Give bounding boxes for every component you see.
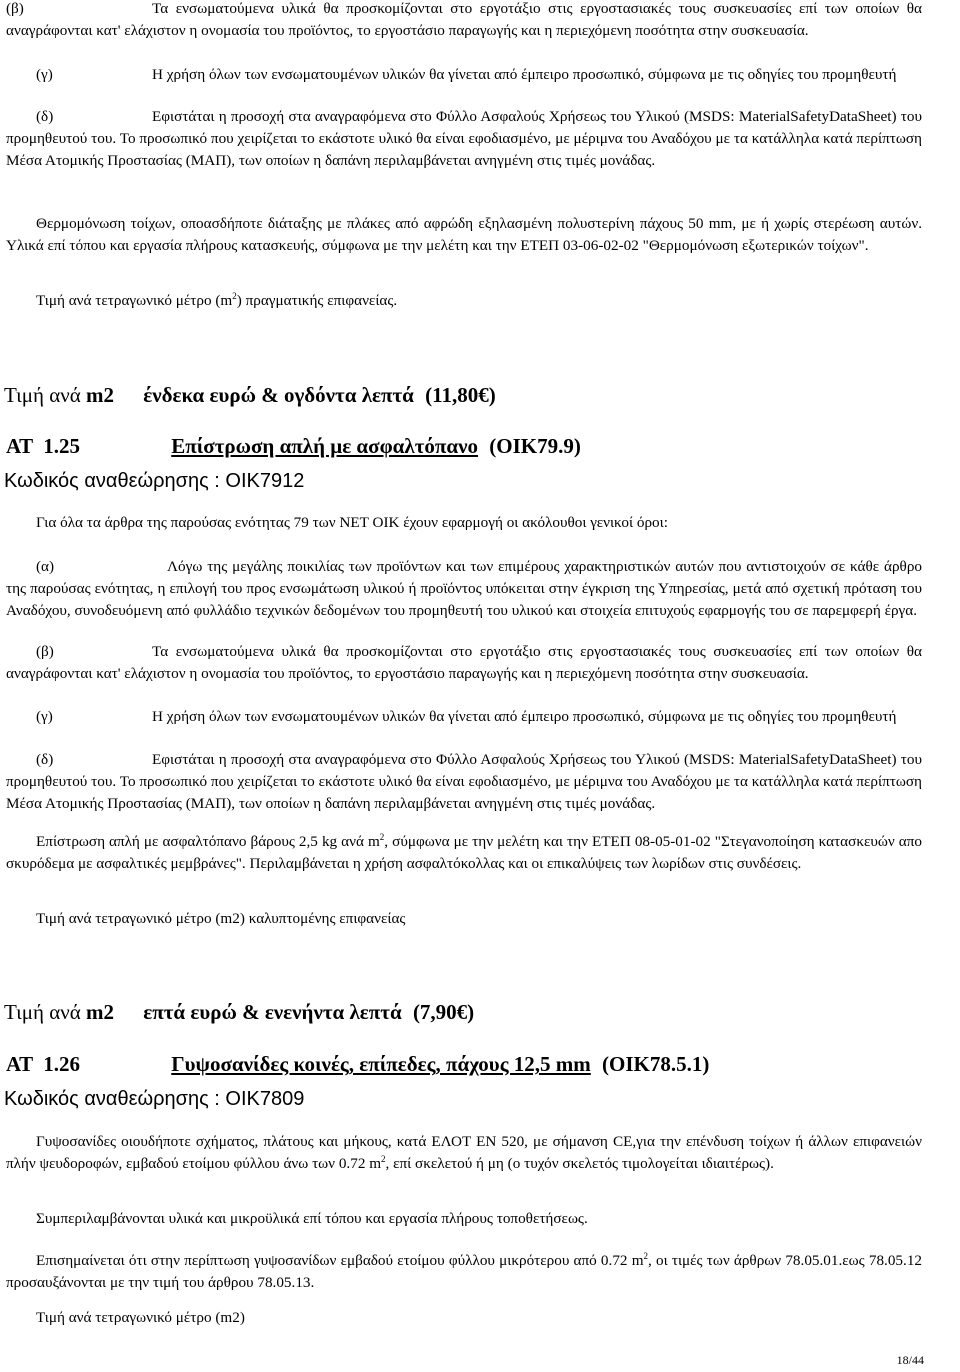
intro-paragraph: [6, 512, 952, 534]
article-number: ΑΤ 1.26: [6, 1052, 81, 1076]
clause-g: [6, 706, 922, 728]
unit-line: [6, 1307, 952, 1329]
clause-d: [6, 749, 922, 815]
clause-d: [6, 106, 922, 172]
price-line: [4, 999, 474, 1025]
price-words: επτά ευρώ & ενενήντα λεπτά: [143, 1000, 402, 1024]
price-line: [4, 382, 496, 408]
intro-text: Για όλα τα άρθρα της παρούσας ενότητας 79 των ΝΕΤ ΟΙΚ έχουν εφαρμογή οι ακόλουθοι γενικοί όροι:: [36, 514, 668, 531]
price-prefix: Τιμή ανά: [4, 383, 81, 407]
clause-text: Τα ενσωματούμενα υλικά θα προσκομίζονται στο εργοτάξιο στις εργοστασιακές τους συσκευασίες επί των οποίων θα αναγράφονται κατ' ελάχιστον η ονομασία του προϊόντος, το εργοστάσιο παραγωγής και η περιεχόμενη ποσότητα στην συσκευασία.: [6, 0, 922, 39]
unit-superscript: 2: [232, 291, 237, 301]
unit-text: Τιμή ανά τετραγωνικό μέτρο (m2) καλυπτομένης επιφανείας: [36, 910, 406, 927]
description-text: Θερμομόνωση τοίχων, οποασδήποτε διάταξης με πλάκες από αφρώδη εξηλασμένη πολυστερίνη πάχους 50 mm, με ή χωρίς στερέωση αυτών. Υλικά επί τόπου και εργασία πλήρους κατασκευής, σύμφωνα με την μελέτη και την ΕΤΕΠ 03-06-02-02 "Θερμομόνωση εξωτερικών τοίχων".: [6, 215, 922, 254]
article-number: ΑΤ 1.25: [6, 434, 81, 458]
clause-b: [6, 641, 922, 685]
unit-text: Τιμή ανά τετραγωνικό μέτρο (m2): [36, 1309, 245, 1326]
revision-code: Κωδικός αναθεώρησης : ΟΙΚ7912: [4, 470, 305, 492]
unit-text-end: ) πραγματικής επιφανείας.: [236, 292, 398, 309]
description-text-end: , σύμφωνα με την μελέτη και την ΕΤΕΠ 08-05-01-02 "Στεγανοποίηση κατασκευών απο σκυρόδεμα με ασφαλτικές μεμβράνες". Περιλαμβάνεται η χρήση ασφαλτόκολλας και οι επικαλύψεις των λωρίδων στις συνδέσεις.: [6, 833, 922, 872]
price-words: ένδεκα ευρώ & ογδόντα λεπτά: [143, 383, 414, 407]
note-text: Επισημαίνεται ότι στην περίπτωση γυψοσανίδων εμβαδού ετοίμου φύλλου μικρότερου από 0.72 m: [36, 1252, 644, 1269]
description-text: Γυψοσανίδες οιουδήποτε σχήματος, πλάτους και μήκους, κατά ΕΛΟΤ ΕΝ 520, με σήμανση CE,για την επένδυση τοίχων ή άλλων επιφανειών πλήν ψευδοροφών, εμβαδού ετοίμου φύλλου άνω των 0.72 m: [6, 1133, 922, 1172]
price-unit: m2: [85, 1000, 114, 1024]
price-prefix: Τιμή ανά: [4, 1000, 81, 1024]
article-heading: [6, 1051, 709, 1077]
clause-a: [6, 556, 922, 622]
description-paragraph: [6, 213, 922, 257]
description-superscript: 2: [379, 832, 385, 842]
note-superscript: 2: [643, 1251, 649, 1261]
page-number: 18/44: [896, 1353, 924, 1367]
article-title: Γυψοσανίδες κοινές, επίπεδες, πάχους 12,5 mm: [171, 1052, 591, 1076]
inclusion-text: Συμπεριλαμβάνονται υλικά και μικροϋλικά επί τόπου και εργασία πλήρους τοποθετήσεως.: [36, 1210, 588, 1227]
unit-line: [6, 908, 952, 930]
revision-code: Κωδικός αναθεώρησης : ΟΙΚ7809: [4, 1088, 305, 1110]
price-amount: (11,80€): [425, 383, 496, 407]
description-text: Επίστρωση απλή με ασφαλτόπανο βάρους 2,5 kg ανά m: [36, 833, 380, 850]
description-superscript: 2: [381, 1154, 386, 1164]
clause-label: (β): [6, 0, 24, 17]
inclusion-paragraph: [6, 1208, 952, 1230]
clause-text: Η χρήση όλων των ενσωματουμένων υλικών θα γίνεται από έμπειρο προσωπικό, σύμφωνα με τις οδηγίες του προμηθευτή: [152, 66, 897, 83]
clause-text: Εφιστάται η προσοχή στα αναγραφόμενα στο Φύλλο Ασφαλούς Χρήσεως του Υλικού (MSDS: MaterialSafetyDataSheet) του προμηθευτού του. Το προσωπικό που χειρίζεται το εκάστοτε υλικό θα είναι εφοδιασμένο, με μέριμνα του Αναδόχου με τα κατάλληλα κατά περίπτωση Μέσα Ατομικής Προστασίας (ΜΑΠ), των οποίων η δαπάνη περιλαμβάνεται ανηγμένη στις τιμές μονάδας.: [6, 108, 922, 169]
article-ref: (ΟΙΚ79.9): [489, 434, 581, 458]
clause-label: (α): [36, 558, 55, 575]
price-unit: m2: [85, 383, 114, 407]
article-heading: [6, 433, 581, 459]
note-paragraph: [6, 1250, 922, 1294]
clause-text: Τα ενσωματούμενα υλικά θα προσκομίζονται στο εργοτάξιο στις εργοστασιακές τους συσκευασίες επί των οποίων θα αναγράφονται κατ' ελάχιστον η ονομασία του προϊόντος, το εργοστάσιο παραγωγής και η περιεχόμενη ποσότητα στην συσκευασία.: [6, 643, 922, 682]
article-title: Επίστρωση απλή με ασφαλτόπανο: [171, 434, 478, 458]
clause-text: Η χρήση όλων των ενσωματουμένων υλικών θα γίνεται από έμπειρο προσωπικό, σύμφωνα με τις οδηγίες του προμηθευτή: [152, 708, 897, 725]
article-ref: (ΟΙΚ78.5.1): [602, 1052, 710, 1076]
description-paragraph: [6, 1131, 922, 1175]
clause-text: Λόγω της μεγάλης ποικιλίας των προϊόντων και των επιμέρους χαρακτηριστικών αυτών που αντιστοιχούν σε κάθε άρθρο της παρούσας ενότητας, η επιλογή του προς ενσωμάτωση υλικού ή προϊόντος υπόκειται στην έγκριση της Υπηρεσίας, μετά από σχετική πρόταση του Αναδόχου, συνοδευόμενη από φυλλάδιο τεχνικών δεδομένων του προμηθευτή του υλικού και στοιχεία επιτυχούς εφαρμογής του σε παρεμφερή έργα.: [6, 558, 922, 619]
unit-line: [6, 290, 952, 312]
note-text-end: , οι τιμές των άρθρων 78.05.01.εως 78.05.12 προσαυξάνονται με την τιμή του άρθρου 78.05.13.: [6, 1252, 923, 1291]
clause-label: (δ): [36, 751, 54, 768]
clause-g: [6, 64, 922, 86]
unit-text: Τιμή ανά τετραγωνικό μέτρο (m: [36, 292, 233, 309]
clause-label: (γ): [36, 66, 53, 83]
price-amount: (7,90€): [412, 1000, 475, 1024]
clause-label: (γ): [36, 708, 53, 725]
description-text-end: , επί σκελετού ή μη (ο τυχόν σκελετός τιμολογείται ιδιαιτέρως).: [385, 1155, 774, 1172]
clause-b: [6, 0, 922, 42]
description-paragraph: [6, 831, 922, 875]
clause-label: (β): [36, 643, 54, 660]
clause-label: (δ): [36, 108, 54, 125]
clause-text: Εφιστάται η προσοχή στα αναγραφόμενα στο Φύλλο Ασφαλούς Χρήσεως του Υλικού (MSDS: MaterialSafetyDataSheet) του προμηθευτού του. Το προσωπικό που χειρίζεται το εκάστοτε υλικό θα είναι εφοδιασμένο, με μέριμνα του Αναδόχου με τα κατάλληλα κατά περίπτωση Μέσα Ατομικής Προστασίας (ΜΑΠ), των οποίων η δαπάνη περιλαμβάνεται ανηγμένη στις τιμές μονάδας.: [6, 751, 922, 812]
